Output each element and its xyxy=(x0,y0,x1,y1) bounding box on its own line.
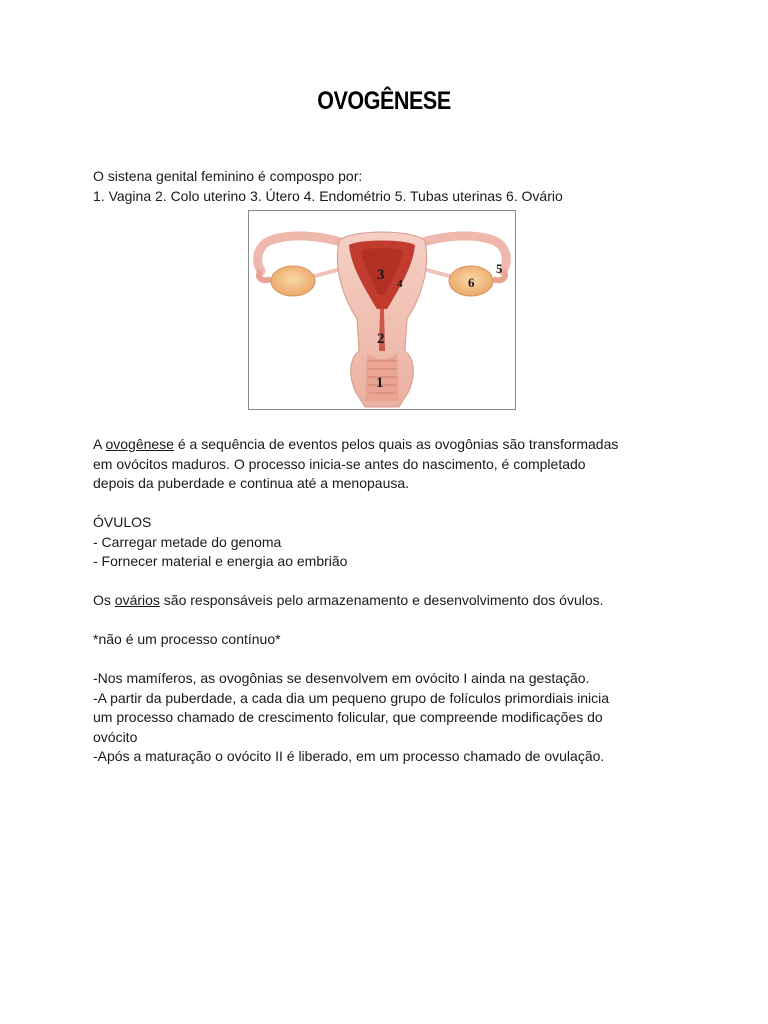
label-4: 4 xyxy=(397,278,403,290)
ovulos-section xyxy=(93,513,693,572)
para3-line-5: -Após a maturação o ovócito II é liberado, em um processo chamado de ovulação. xyxy=(93,748,605,764)
para3-line-1: -Nos mamíferos, as ovogônias se desenvolvem em ovócito I ainda na gestação. xyxy=(93,670,590,686)
ovulos-item-1: - Carregar metade do genoma xyxy=(93,533,282,550)
ovarios-link[interactable]: ovários xyxy=(114,592,160,608)
label-5: 5 xyxy=(496,261,503,276)
para2-suffix: são responsáveis pelo armazenamento e desenvolvimento dos óvulos. xyxy=(159,592,604,608)
para3-line-4: ovócito xyxy=(93,728,138,745)
right-tube xyxy=(420,236,506,271)
para3-line-3: um processo chamado de crescimento folicular, que compreende modificações do xyxy=(93,709,603,725)
para3-line-2: -A partir da puberdade, a cada dia um pequeno grupo de folículos primordiais inicia xyxy=(93,689,609,706)
intro-line-2: 1. Vagina 2. Colo uterino 3. Útero 4. Endométrio 5. Tubas uterinas 6. Ovário xyxy=(93,187,563,204)
ovogenese-link[interactable]: ovogênese xyxy=(105,436,174,452)
left-tube xyxy=(258,236,344,271)
left-ovary xyxy=(271,266,315,296)
page-title: OVOGÊNESE xyxy=(317,87,451,115)
paragraph-ovogenese xyxy=(93,435,693,494)
paragraph-process xyxy=(93,669,693,767)
label-2: 2 xyxy=(377,331,385,347)
note-line: *não é um processo contínuo* xyxy=(93,631,281,647)
ovulos-item-2: - Fornecer material e energia ao embrião xyxy=(93,553,348,569)
label-3: 3 xyxy=(377,267,385,283)
ovulos-heading: ÓVULOS xyxy=(93,514,152,530)
para1-line-1 xyxy=(93,435,693,455)
intro-line-1: O sistena genital feminino é compospo por: xyxy=(93,168,363,184)
para1-line-3: depois da puberdade e continua até a menopausa. xyxy=(93,475,410,491)
uterus-illustration xyxy=(249,211,515,409)
para2-line xyxy=(93,591,693,611)
reproductive-system-diagram xyxy=(248,210,516,410)
label-6: 6 xyxy=(468,275,475,290)
para2-prefix: Os xyxy=(93,592,115,608)
label-1: 1 xyxy=(376,375,384,391)
note-text xyxy=(93,630,693,650)
paragraph-ovarios xyxy=(93,591,693,611)
intro-text xyxy=(93,167,693,206)
para1-prefix: A xyxy=(93,436,106,452)
para1-line-2: em ovócitos maduros. O processo inicia-se antes do nascimento, é completado xyxy=(93,455,586,472)
para1-suffix: é a sequência de eventos pelos quais as ovogônias são transformadas xyxy=(173,436,619,452)
